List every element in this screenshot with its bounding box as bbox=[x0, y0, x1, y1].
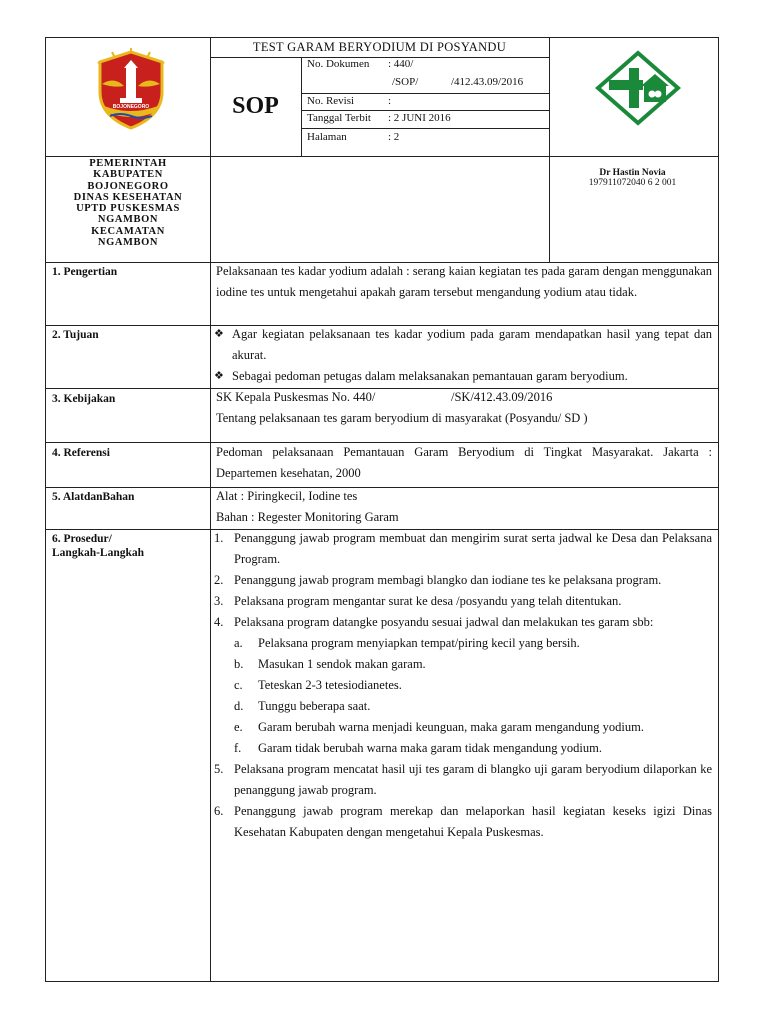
list-item bbox=[214, 528, 712, 570]
doc-no-label: No. Dokumen bbox=[307, 58, 370, 70]
step-number: 4. bbox=[214, 615, 224, 629]
step-number: 2. bbox=[214, 573, 224, 587]
step-text: Penanggung jawab program membuat dan mengirim surat serta jadwal ke Desa dan Pelaksana Program. bbox=[234, 531, 712, 566]
step-number: 3. bbox=[214, 594, 224, 608]
logo-lettering: BOJONEGORO bbox=[112, 104, 150, 110]
substep-text: Tunggu beberapa saat. bbox=[258, 699, 371, 713]
tujuan-list bbox=[214, 324, 712, 387]
step-number: 6. bbox=[214, 804, 224, 818]
kebijakan-line2: Tentang pelaksanaan tes garam beryodium di masyarakat (Posyandu/ SD ) bbox=[216, 411, 588, 425]
step-number: 1. bbox=[214, 531, 224, 545]
tujuan-item-2: Sebagai pedoman petugas dalam melaksanakan pemantauan garam beryodium. bbox=[232, 369, 628, 383]
revisi-value: : bbox=[388, 95, 392, 107]
revisi-label: No. Revisi bbox=[307, 95, 355, 107]
substep-text: Pelaksana program menyiapkan tempat/piring kecil yang bersih. bbox=[258, 636, 580, 650]
substep-text: Garam berubah warna menjadi keunguan, maka garam mengandung yodium. bbox=[258, 720, 644, 734]
halaman-label: Halaman bbox=[307, 131, 347, 143]
document-title: TEST GARAM BERYODIUM DI POSYANDU bbox=[252, 40, 507, 54]
text-pengertian: Pelaksanaan tes kadar yodium adalah : serang kaian kegiatan tes pada garam dengan menggunakan iodine tes untuk mengetahui apakah garam tersebut mengandung yodium atau tidak. bbox=[216, 264, 712, 299]
organization-name: PEMERINTAH KABUPATEN BOJONEGORO DINAS KESEHATAN UPTD PUSKESMAS NGAMBON KECAMATAN NGAMBON bbox=[73, 158, 183, 249]
label-kebijakan: 3. Kebijakan bbox=[52, 393, 116, 405]
substep-letter: e. bbox=[234, 720, 243, 734]
list-item bbox=[234, 654, 712, 675]
step-text: Penanggung jawab program membagi blangko dan iodiane tes ke pelaksana program. bbox=[234, 573, 662, 587]
substep-letter: c. bbox=[234, 678, 243, 692]
label-referensi: 4. Referensi bbox=[52, 447, 110, 459]
tujuan-item-1: Agar kegiatan pelaksanaan tes kadar yodium pada garam mendapatkan hasil yang tepat dan akurat. bbox=[232, 327, 712, 362]
doc-no-value-1: : 440/ bbox=[388, 58, 414, 70]
list-item bbox=[234, 633, 712, 654]
label-tujuan: 2. Tujuan bbox=[52, 329, 99, 341]
substep-list bbox=[214, 633, 712, 759]
prosedur-list bbox=[214, 528, 712, 843]
step-number: 5. bbox=[214, 762, 224, 776]
list-item bbox=[234, 717, 712, 738]
list-item bbox=[214, 759, 712, 801]
signer-name: Dr Hastin Novia bbox=[599, 168, 666, 178]
substep-text: Teteskan 2-3 tetesiodianetes. bbox=[258, 678, 402, 692]
substep-letter: f. bbox=[234, 741, 242, 755]
doc-no-value-3: /412.43.09/2016 bbox=[451, 76, 524, 88]
list-item bbox=[214, 801, 712, 843]
step-text: Pelaksana program datangke posyandu sesuai jadwal dan melakukan tes garam sbb: bbox=[234, 615, 654, 629]
substep-letter: a. bbox=[234, 636, 243, 650]
substep-text: Garam tidak berubah warna maka garam tidak mengandung yodium. bbox=[258, 741, 602, 755]
substep-letter: d. bbox=[234, 699, 244, 713]
step-text: Penanggung jawab program merekap dan melaporkan hasil kegiatan keseks igizi Dinas Kesehatan Kabupaten dengan mengetahui Kepala Puskesmas. bbox=[234, 804, 712, 839]
alat-line1: Alat : Piringkecil, Iodine tes bbox=[216, 489, 358, 503]
kebijakan-line1a: SK Kepala Puskesmas No. 440/ bbox=[216, 390, 376, 404]
list-item bbox=[214, 324, 712, 366]
list-item bbox=[234, 738, 712, 759]
alat-line2: Bahan : Regester Monitoring Garam bbox=[216, 510, 399, 524]
sop-label: SOP bbox=[232, 93, 279, 119]
list-item bbox=[214, 612, 712, 633]
substep-letter: b. bbox=[234, 657, 244, 671]
step-text: Pelaksana program mengantar surat ke desa /posyandu yang telah ditentukan. bbox=[234, 594, 622, 608]
regency-logo bbox=[90, 46, 172, 134]
label-pengertian: 1. Pengertian bbox=[52, 266, 118, 278]
step-text: Pelaksana program mencatat hasil uji tes garam di blangko uji garam beryodium dilaporkan ke penanggung jawab program. bbox=[234, 762, 712, 797]
diamond-bullet-icon: ❖ bbox=[214, 370, 224, 382]
list-item bbox=[214, 591, 712, 612]
substep-text: Masukan 1 sendok makan garam. bbox=[258, 657, 426, 671]
list-item bbox=[214, 570, 712, 591]
tanggal-label: Tanggal Terbit bbox=[307, 112, 371, 124]
label-alat-bahan: 5. AlatdanBahan bbox=[52, 491, 135, 503]
kebijakan-line1b: /SK/412.43.09/2016 bbox=[451, 390, 553, 404]
tanggal-value: : 2 JUNI 2016 bbox=[388, 112, 451, 124]
text-referensi: Pedoman pelaksanaan Pemantauan Garam Beryodium di Tingkat Masyarakat. Jakarta : Departemen kesehatan, 2000 bbox=[216, 445, 712, 480]
label-prosedur: 6. Prosedur/ Langkah-Langkah bbox=[52, 533, 145, 559]
puskesmas-logo bbox=[595, 50, 681, 126]
diamond-bullet-icon: ❖ bbox=[214, 328, 224, 340]
list-item bbox=[214, 366, 712, 387]
signer-nip: 197911072040 6 2 001 bbox=[588, 178, 677, 188]
list-item bbox=[234, 696, 712, 717]
doc-no-value-2: /SOP/ bbox=[392, 76, 419, 88]
halaman-value: : 2 bbox=[388, 131, 400, 143]
list-item bbox=[234, 675, 712, 696]
